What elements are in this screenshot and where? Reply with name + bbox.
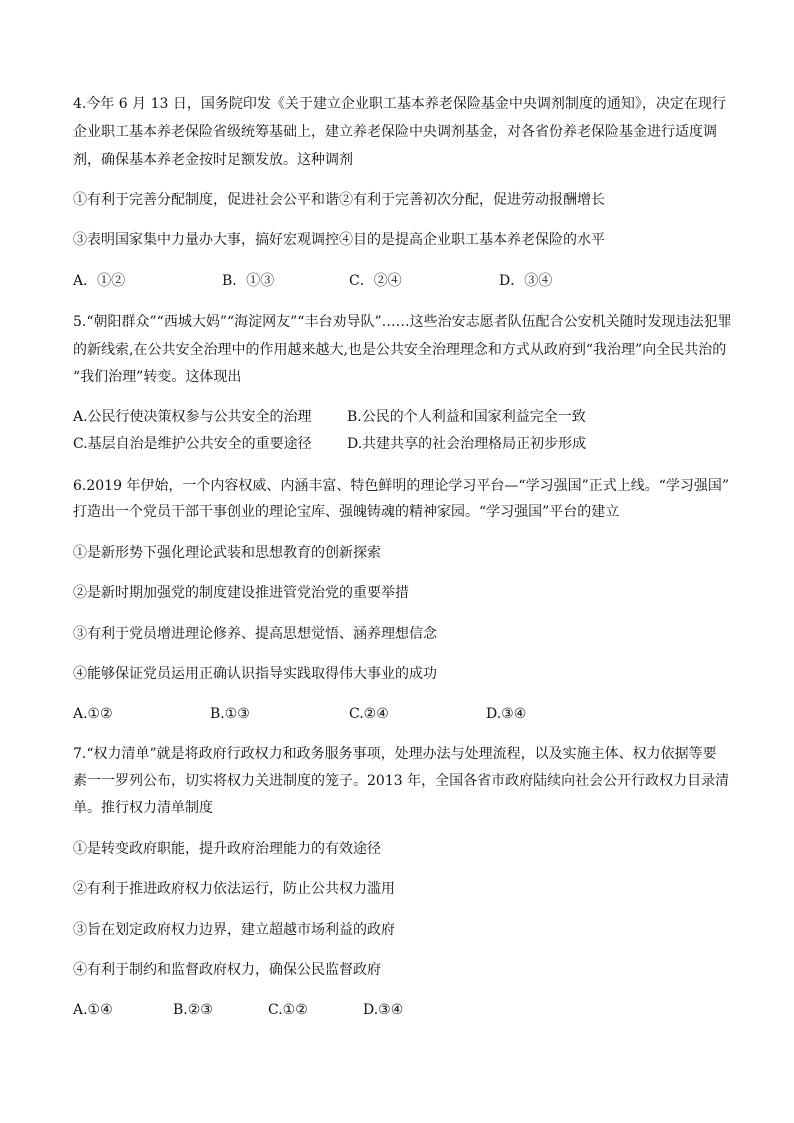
question-4-option-d: D．③④	[499, 273, 553, 289]
question-7-statement-2: ②有利于推进政府权力依法运行，防止公共权力滥用	[73, 881, 395, 897]
question-6-statement-1: ①是新形势下强化理论武装和思想教育的创新探索	[73, 545, 381, 561]
question-6-stem-line-2: 打造出一个党员干部干事创业的理论宝库、强魄铸魂的精神家园。“学习强国”平台的建立	[73, 504, 620, 520]
question-6-stem-line-1: 6.2019 年伊始，一个内容权威、内涵丰富、特色鲜明的理论学习平台—“学习强国”正式上线。“学习强国”	[73, 478, 730, 494]
question-5-option-a: A.公民行使决策权参与公共安全的治理	[73, 409, 312, 425]
question-6-option-d: D.③④	[486, 706, 527, 722]
question-5-stem-line-2: 的新线索,在公共安全治理中的作用越来越大,也是公共安全治理理念和方式从政府到“我治理”向全民共治的	[73, 342, 727, 358]
question-5-option-d: D.共建共享的社会治理格局正初步形成	[347, 436, 587, 452]
question-5-option-c: C.基层自治是维护公共安全的重要途径	[73, 436, 312, 452]
question-6-option-b: B.①③	[210, 706, 250, 722]
question-6-statement-2: ②是新时期加强党的制度建设推进管党治党的重要举措	[73, 585, 409, 601]
question-4-statement-3-4: ③表明国家集中力量办大事，搞好宏观调控④目的是提高企业职工基本养老保险的水平	[73, 232, 605, 248]
question-7-option-a: A.①④	[73, 1002, 113, 1018]
question-7-stem-line-1: 7.“权力清单”就是将政府行政权力和政务服务事项，处理办法与处理流程，以及实施主体、权力依据等要	[73, 746, 717, 762]
question-7-stem-line-3: 单。推行权力清单制度	[73, 800, 213, 816]
question-7-statement-4: ④有利于制约和监督政府权力，确保公民监督政府	[73, 962, 381, 978]
question-7-statement-1: ①是转变政府职能，提升政府治理能力的有效途径	[73, 841, 381, 857]
question-4-option-a: A．①②	[73, 273, 126, 289]
question-4-stem-line-3: 剂，确保基本养老金按时足额发放。这种调剂	[73, 152, 353, 168]
question-4-statement-1-2: ①有利于完善分配制度，促进社会公平和谐②有利于完善初次分配，促进劳动报酬增长	[73, 192, 605, 208]
question-7-option-c: C.①②	[268, 1002, 308, 1018]
question-6-statement-3: ③有利于党员增进理论修养、提高思想觉悟、涵养理想信念	[73, 626, 437, 642]
question-7-option-b: B.②③	[173, 1002, 213, 1018]
question-6-option-c: C.②④	[349, 706, 389, 722]
question-4-stem-line-2: 企业职工基本养老保险省级统筹基础上，建立养老保险中央调剂基金，对各省份养老保险基金进行适度调	[73, 124, 717, 140]
question-5-stem-line-3: “我们治理”转变。这体现出	[73, 369, 242, 385]
question-6-option-a: A.①②	[73, 706, 113, 722]
question-7-stem-line-2: 素一一罗列公布，切实将权力关进制度的笼子。2013 年，全国各省市政府陆续向社会公开行政权力目录清	[73, 773, 730, 789]
question-4-option-c: C．②④	[349, 273, 402, 289]
question-4-stem-line-1: 4.今年 6 月 13 日，国务院印发《关于建立企业职工基本养老保险基金中央调剂制度的通知》，决定在现行	[73, 96, 726, 112]
question-5-stem-line-1: 5.“朝阳群众”“西城大妈”“海淀网友”“丰台劝导队”……这些治安志愿者队伍配合公安机关随时发现违法犯罪	[73, 314, 732, 330]
question-7-statement-3: ③旨在划定政府权力边界，建立超越市场利益的政府	[73, 922, 395, 938]
question-7-option-d: D.③④	[363, 1002, 404, 1018]
question-5-option-b: B.公民的个人利益和国家利益完全一致	[347, 409, 586, 425]
question-6-statement-4: ④能够保证党员运用正确认识指导实践取得伟大事业的成功	[73, 666, 437, 682]
question-4-option-b: B．①③	[222, 273, 275, 289]
